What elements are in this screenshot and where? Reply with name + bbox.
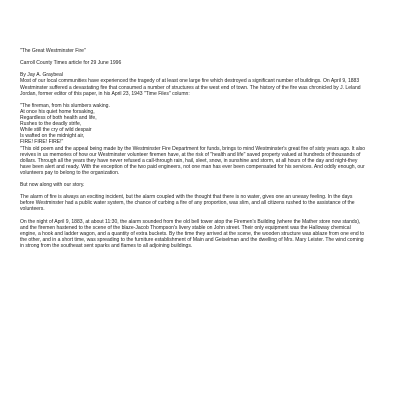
document-page xyxy=(20,48,366,249)
poem-line: Rushes to the deadly strife, xyxy=(20,121,82,128)
transition-line: But now along with our story. xyxy=(20,182,85,189)
intro-paragraph: Most of our local communities have experienced the tragedy of at least one large fire which destroyed a significant number of buildings. On April 9, 1883 Westminster suffered a devastating fire that consumed a number of structures at the west end of town. The history of the fire was chronicled by J. Leland Jordan, former editor of this paper, in his April 23, 1943 "Time Files" column: xyxy=(20,78,361,97)
article-source: Carroll County Times article for 29 June 1996 xyxy=(20,60,122,67)
appeal-paragraph: "This old poem and the appeal being made by the Westminster Fire Department for funds, brings to mind Westminster's great fire of sixty years ago. It also revives in us memories of how our Westminster volunteer firemen have, at the risk of "health and life" saved property valued at hundreds of thousands of dollars. Through all the years they have never refused a call-through rain, hail, sleet, snow, in sunshine and storm, at all hours of the day and night-they have been alert and ready. With the exception of the two paid engineers, not one man has ever been compensated for his services. And oddly enough, our volunteers pay to belong to the organization. xyxy=(20,145,366,176)
poem-line: FIRE! FIRE! FIRE!" xyxy=(20,139,64,146)
poem-line: While still the cry of wild despair xyxy=(20,127,92,134)
article-title: "The Great Westminster Fire" xyxy=(20,48,86,54)
article-byline: By Jay A. Graybeal xyxy=(20,72,63,79)
alarm-paragraph: The alarm of fire is always an exciting incident, but the alarm coupled with the thought that there is no water, gives one an uneasy feeling. In the days before Westminster had a public water system, the chance of curbing a fire of any proportion, was slim, and all citizens rushed to the assistance of the volunteers. xyxy=(20,194,355,213)
poem-line: Regardless of both health and life, xyxy=(20,115,97,122)
night-paragraph: On the night of April 9, 1883, at about 11:30, the alarm sounded from the old bell tower atop the Firemen's Building (where the Mather store now stands), and the firemen hastened to the scene of the blaze-Jacob Thompson's livery stable on John street. Their only equipment was the Halloway chemical engine, a hook and ladder wagon, and a quantity of extra buckets. By the time they arrived at the scene, the wooden structure was ablaze from one end to the other, and in a short time, was spreading to the furniture establishment of Main and Geiselman and the dwelling of Mrs. Mary Leister. The wind coming in strong from the southeast sent sparks and flames to all adjoining buildings. xyxy=(20,218,365,249)
poem-line: At once his quiet home forsaking, xyxy=(20,108,95,115)
poem-block xyxy=(20,103,366,146)
poem-line: Is wafted on the midnight air, xyxy=(20,133,85,140)
poem-line: "The fireman, from his slumbers waking. xyxy=(20,102,110,109)
